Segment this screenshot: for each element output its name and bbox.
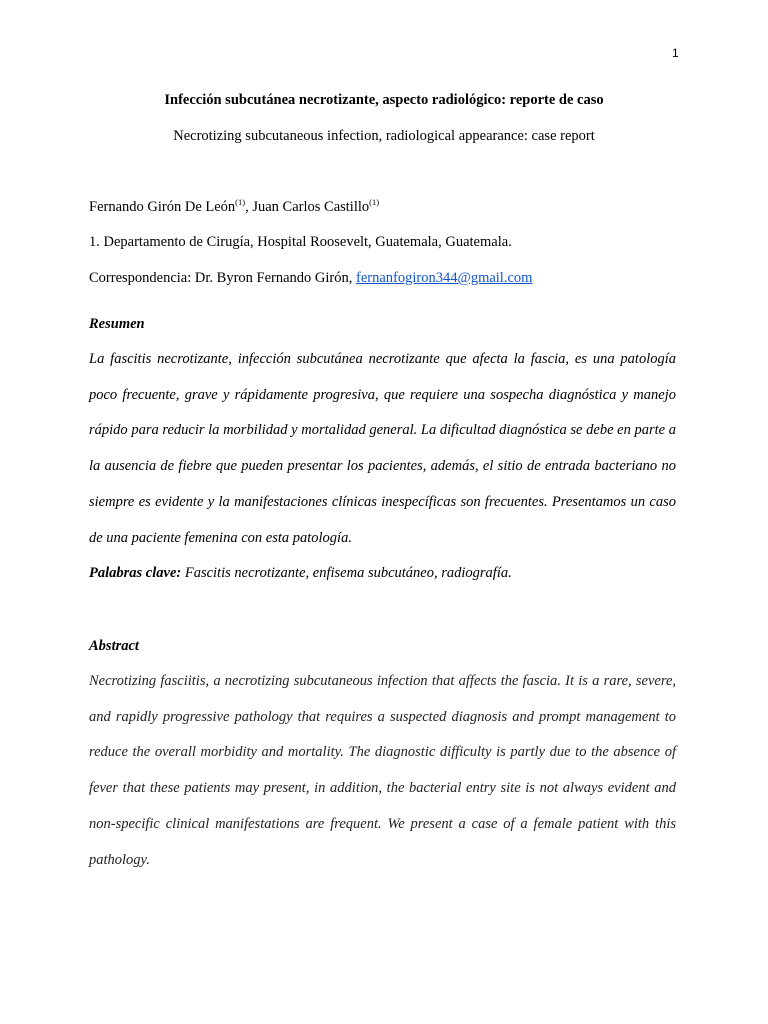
author-2-affiliation-mark: (1)	[369, 197, 380, 207]
keywords-label: Palabras clave:	[89, 565, 182, 582]
resumen-heading: Resumen	[89, 316, 145, 332]
affiliation: 1. Departamento de Cirugía, Hospital Roosevelt, Guatemala, Guatemala.	[89, 234, 512, 250]
author-line	[89, 199, 379, 216]
paper-subtitle: Necrotizing subcutaneous infection, radiological appearance: case report	[173, 128, 595, 144]
author-1: Fernando Girón De León	[89, 199, 236, 215]
resumen-body: La fascitis necrotizante, infección subcutánea necrotizante que afecta la fascia, es una patología poco frecuente, grave y rápidamente progresiva, que requiere una sospecha diagnóstica y manejo rápido para reducir la morbilidad y mortalidad general. La dificultad diagnóstica se debe en parte a la ausencia de fiebre que pueden presentar los pacientes, además, el sitio de entrada bacteriano no siempre es evidente y la manifestaciones clínicas inespecíficas son frecuentes. Presentamos un caso de una paciente femenina con esta patología.	[89, 351, 676, 546]
keywords-line	[89, 556, 676, 592]
author-1-affiliation-mark: (1)	[235, 197, 246, 207]
author-2: Juan Carlos Castillo	[252, 199, 370, 215]
paper-title: Infección subcutánea necrotizante, aspecto radiológico: reporte de caso	[164, 92, 604, 108]
keywords-text: Fascitis necrotizante, enfisema subcutáneo, radiografía.	[181, 565, 512, 582]
resumen-section	[89, 342, 676, 592]
author-separator: ,	[245, 199, 253, 215]
page-number: 1	[672, 46, 679, 60]
correspondence-email-link[interactable]: fernanfogiron344@gmail.com	[356, 270, 533, 286]
abstract-section	[89, 664, 676, 878]
abstract-body: Necrotizing fasciitis, a necrotizing subcutaneous infection that affects the fascia. It is a rare, severe, and rapidly progressive pathology that requires a suspected diagnosis and prompt management to reduce the overall morbidity and mortality. The diagnostic difficulty is partly due to the absence of fever that these patients may present, in addition, the bacterial entry site is not always evident and non-specific clinical manifestations are frequent. We present a case of a female patient with this pathology.	[89, 673, 676, 868]
abstract-heading: Abstract	[89, 638, 139, 654]
correspondence-line	[89, 270, 532, 287]
correspondence-label: Correspondencia: Dr. Byron Fernando Girón,	[89, 270, 356, 286]
